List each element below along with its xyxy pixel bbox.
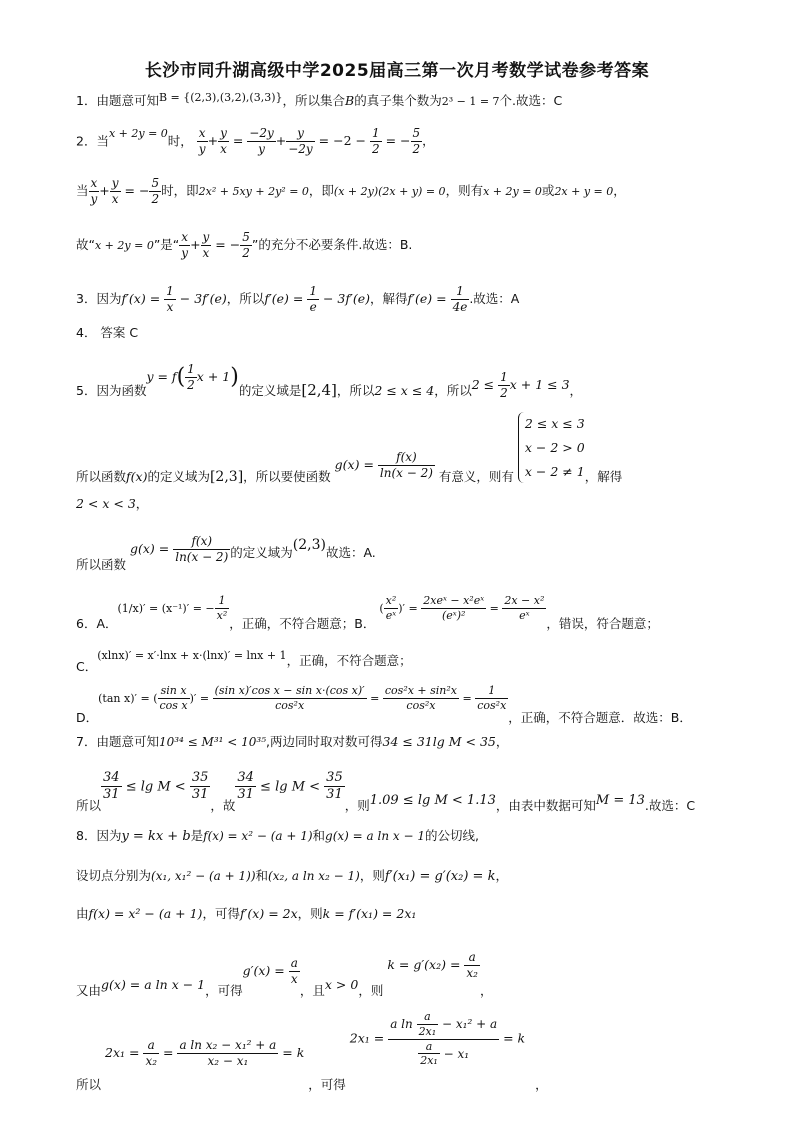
q5-inner-tail: x + 1 — [196, 369, 231, 384]
q5-ineq2-left: 2 ≤ — [471, 377, 499, 392]
q7-l2-table: ，由表中数据可知 — [495, 798, 596, 814]
q6-c-prefix: C． — [76, 659, 98, 674]
q5-domain: [2,4] — [301, 381, 337, 399]
q1-text: ，所以集合 — [282, 93, 345, 108]
page-title: 长沙市同升湖高级中学2025届高三第一次月考数学试卷参考答案 — [144, 61, 650, 81]
q7-l2-ineq: 1.09 ≤ lg M < 1.13 — [369, 793, 496, 809]
answer-8-line-3 — [76, 908, 416, 921]
q8-f: f(x) = x² − (a + 1) — [203, 829, 313, 843]
q2-frac-y-m2y: $\frac{y}{-2y}$ — [288, 126, 313, 156]
q6-c-post: ，正确，不符合题意； — [286, 653, 412, 668]
q6-d-frac-sin-cos: $\frac{\text{sin x}}{\text{cos x}}$ — [159, 684, 188, 712]
q2-prefix: 2．当 — [76, 133, 109, 149]
q2-when: 时， — [167, 133, 193, 149]
q3-answer: .故选：A — [469, 291, 520, 306]
q2-l3-frac-5-2: $\frac{5}{2}$ — [242, 230, 250, 260]
q7-mid: ,两边同时取对数可得 — [266, 734, 383, 749]
q2-l2-or: 或 — [541, 183, 555, 198]
q5-l4-prefix: 所以函数 — [76, 557, 127, 572]
q5-l4-int: (2,3) — [292, 537, 326, 553]
q8-post: 的公切线, — [424, 828, 479, 843]
q7-frac-34-31: $\frac{34}{31}$ — [103, 770, 120, 803]
q8-l4-get: ，可得 — [205, 983, 243, 998]
answer-3 — [76, 284, 519, 315]
q5-g-frac — [378, 450, 435, 481]
answer-8-line-2 — [76, 870, 508, 883]
q8-l4-and: ，且 — [299, 983, 325, 998]
q3-frac-1-e: $\frac{1}{e}$ — [309, 284, 317, 314]
q7-l2-M: M = 13 — [595, 793, 645, 809]
q2-frac-m2y-y: $\frac{-2y}{y}$ — [249, 126, 274, 156]
q5-ineq2-right: x + 1 ≤ 3 — [509, 377, 570, 392]
answer-6-line-1: 6．A．(1/x)′ = (x⁻¹)′ = − $\frac{1}{\text{x²}}$ ，正确，不符合题意；B． ( $\frac{\text{x²}}{\text{eˣ}}$ )′ = $\frac{\text{2xeˣ − x²eˣ}}{\text{(eˣ)²}}$ = $\frac{\text{2x − x²}}{\text{eˣ}}$ ，错误，符合题意； — [76, 594, 659, 631]
q8-l2-prefix: 设切点分别为 — [76, 868, 152, 883]
q2-l3-prefix: 故“ — [76, 237, 95, 252]
q2-l2-eq4: 2x + y = 0 — [554, 185, 614, 198]
q8-l4-end: ， — [479, 983, 493, 998]
q5-func: y = f — [146, 369, 177, 384]
q5-l4-g-left: g(x) = — [130, 541, 174, 556]
q8-l5-frac-slope: $\frac{\text{a ln x₂ − x₁² + a}}{\text{x₂ − x₁}}$ — [179, 1037, 277, 1068]
q8-l5-end: ， — [535, 1076, 548, 1092]
q6-d-frac-result: $\frac{1}{\text{cos²x}}$ — [477, 684, 507, 712]
q2-l2-eq3: x + 2y = 0 — [483, 185, 542, 198]
q8-prefix: 8．因为 — [76, 828, 122, 843]
q8-l3-k: k = f′(x₁) = 2x₁ — [322, 906, 417, 921]
q1-set-name: B — [345, 93, 355, 108]
q7-frac-35-31: $\frac{35}{31}$ — [191, 770, 209, 803]
q2-l2-ji: ，即 — [308, 183, 334, 198]
q8-is: 是 — [190, 828, 204, 843]
q7-ineq2: 34 ≤ 31lg M < 35 — [382, 734, 496, 749]
q7-ineq: 10³⁴ ≤ M³¹ < 10³⁵ — [158, 735, 267, 749]
q5-l4-g-frac — [173, 534, 230, 565]
q2-comma: ， — [422, 133, 435, 148]
answer-4: 4． 答案 C — [76, 325, 139, 340]
q2-l3-frac-y-x: $\frac{y}{x}$ — [202, 230, 210, 260]
q7-l2-mid: ，故 — [210, 798, 236, 814]
q8-l2-and: 和 — [255, 868, 269, 883]
q3-eq1-right: − 3f′(e) — [175, 291, 227, 306]
q8-l3-get: ，可得 — [202, 906, 240, 921]
q2-condition: x + 2y = 0 — [108, 127, 168, 140]
q3-prefix: 3．因为 — [76, 291, 122, 306]
q1-prefix: 1．由题意可知 — [76, 93, 159, 108]
q6-c-expr: (xlnx)′ = x′·lnx + x·(lnx)′ = lnx + 1 — [97, 649, 287, 662]
q6-a-frac: $\frac{1}{\text{x²}}$ — [216, 594, 228, 622]
answer-7-line-2: 所以 $\frac{34}{31}$ ≤ lg M < $\frac{35}{31}$ ，故 $\frac{34}{31}$ ≤ lg M < $\frac{35}{31}$ ，则1.09 ≤ lg M < 1.13，由表中数据可知M = 13.故选：C — [76, 770, 696, 814]
q8-l2-eq: f′(x₁) = g′(x₂) = k — [384, 869, 496, 884]
q7-frac-35-31-b: $\frac{35}{31}$ — [326, 770, 343, 803]
q5-l2-solve: ，解得 — [584, 469, 623, 485]
q3-so: ，所以 — [226, 291, 265, 306]
q2-frac-1-2: $\frac{1}{2}$ — [371, 126, 380, 156]
q8-l5-frac-a-x2: $\frac{a}{\text{x₂}}$ — [145, 1037, 158, 1068]
q7-comma: ， — [495, 734, 509, 749]
q8-g: g(x) = a ln x − 1 — [325, 829, 425, 843]
q6-b-frac-result: $\frac{\text{2x − x²}}{\text{eˣ}}$ — [504, 594, 545, 622]
q2-l2-when: 时，即 — [161, 183, 199, 198]
q5-so: ，所以 — [336, 383, 375, 398]
answer-2-line-2: 当 $\frac{x}{y}$ + $\frac{y}{x}$ = − $\frac{5}{2}$ 时，即2x² + 5xy + 2y² = 0，即(x + 2y)(2x + y) = 0，则有x + 2y = 0或2x + y = 0， — [76, 176, 626, 206]
q8-l2-then: ，则 — [359, 868, 385, 883]
q7-frac-34-31-b: $\frac{34}{31}$ — [237, 770, 254, 803]
q3-eq2-right: − 3f′(e) — [319, 291, 370, 306]
q5-g-den: ln(x − 2) — [379, 466, 433, 481]
q5-l2-int: [2,3] — [209, 469, 244, 486]
q5-domain-text: 的定义域是 — [238, 383, 302, 398]
q2-l2-prefix: 当 — [76, 183, 89, 198]
q2-l3-answer: ”的充分不必要条件.故选：B. — [251, 237, 413, 252]
q5-l3-comma: ， — [135, 496, 149, 511]
q1-text2: 的真子集个数为 — [354, 93, 442, 108]
q5-sys-row: x − 2 ≠ 1 — [524, 463, 585, 479]
q2-l2-eq2: (x + 2y)(2x + y) = 0 — [333, 185, 446, 198]
q7-l2-answer: .故选：C — [644, 798, 696, 814]
answer-5-line-3 — [76, 498, 148, 511]
q1-set: B = {(2,3),(3,2),(3,3)} — [158, 91, 283, 104]
q8-l4-g: g(x) = a ln x − 1 — [101, 977, 206, 992]
q5-l3-range: 2 < x < 3 — [76, 496, 136, 511]
q5-l2-mean: 有意义，则有 — [438, 469, 514, 485]
q8-l3-fp: f′(x) = 2x — [239, 906, 298, 921]
q5-frac-1-2: $\frac{1}{2}$ — [187, 362, 195, 392]
q8-point-1: (x₁, x₁² − (a + 1)) — [151, 869, 256, 883]
q6-d-frac-sum: $\frac{\text{cos²x + sin²x}}{\text{cos²x}}$ — [384, 684, 458, 712]
q5-l2-dom: 的定义域为 — [147, 469, 210, 485]
answer-8-line-5: 所以 2x₁ = $\frac{a}{\text{x₂}}$ = $\frac{\text{a ln x₂ − x₁² + a}}{\text{x₂ − x₁}}$ = k ，可得 2x₁ = a ln $\frac{a}{\text{2x₁}}$ − x₁² + a $\frac{a}{\text{2x₁}}$ − x₁ = k ， — [76, 1010, 548, 1092]
q8-l4-prefix: 又由 — [76, 983, 102, 998]
q5-prefix: 5．因为函数 — [76, 383, 147, 398]
answer-2-line-1: 2．当x + 2y = 0时， $\frac{x}{y}$ + $\frac{y}{x}$ = $\frac{-2y}{y}$ + $\frac{y}{-2y}$ = −2 − $\frac{1}{2}$ = − $\frac{5}{2}$ ， — [76, 126, 435, 156]
answer-6-line-3: D．(tan x)′ = ( $\frac{\text{sin x}}{\text{cos x}}$ )′ = $\frac{\text{(sin x)′cos x − sin x·(cos x)′}}{\text{cos²x}}$ = $\frac{\text{cos²x + sin²x}}{\text{cos²x}}$ = $\frac{1}{\text{cos²x}}$ ，正确，不符合题意．故选：B． — [76, 684, 692, 725]
answer-1 — [76, 92, 562, 108]
q5-l2-fx: f(x) — [126, 469, 148, 485]
q6-d-frac-main: $\frac{\text{(sin x)′cos x − sin x·(cos x)′}}{\text{cos²x}}$ — [214, 684, 365, 712]
q6-d-prefix: D． — [76, 709, 99, 725]
q8-line: y = kx + b — [121, 829, 191, 844]
q8-l3-f: f(x) = x² − (a + 1) — [88, 906, 203, 921]
answer-8-line-1 — [76, 830, 479, 843]
q2-l3-shi: ”是“ — [153, 237, 180, 252]
q2-l2-end: ， — [613, 183, 626, 198]
answer-5-line-2 — [76, 412, 622, 484]
q5-g-left: g(x) = — [334, 457, 378, 473]
q2-frac-x-y: $\frac{x}{y}$ — [198, 126, 206, 156]
q8-l5-prefix: 所以 — [76, 1076, 102, 1092]
q8-l4-frac-a-x: $\frac{a}{x}$ — [290, 956, 298, 986]
answer-7-line-1 — [76, 736, 508, 749]
q6-a-prefix: 6．A． — [76, 615, 118, 631]
answer-8-line-4 — [76, 950, 493, 998]
q2-l2-frac-y-x: $\frac{y}{x}$ — [111, 176, 119, 206]
q6-b-frac-main: $\frac{\text{2xeˣ − x²eˣ}}{\text{(eˣ)²}}$ — [423, 594, 485, 622]
q5-ineq: 2 ≤ x ≤ 4 — [374, 383, 435, 398]
q5-comma: ， — [569, 383, 583, 398]
q2-frac-5-2: $\frac{5}{2}$ — [412, 126, 421, 156]
q3-eq1-left: f′(x) = — [121, 291, 165, 306]
q8-and: 和 — [312, 828, 326, 843]
q3-eq2-left: f′(e) = — [264, 291, 308, 306]
answer-6-line-2 — [76, 650, 412, 674]
q8-l4-frac-a-x2: $\frac{a}{\text{x₂}}$ — [466, 950, 478, 980]
q7-prefix: 7．由题意可知 — [76, 734, 159, 749]
q8-l5-complex-frac: a ln $\frac{a}{\text{2x₁}}$ − x₁² + a $\frac{a}{\text{2x₁}}$ − x₁ — [390, 1010, 498, 1068]
answer-5-line-1: 5．因为函数y = f( $\frac{1}{2}$ x + 1)的定义域是[2,4]，所以2 ≤ x ≤ 4，所以2 ≤ $\frac{1}{2}$ x + 1 ≤ 3， — [76, 362, 583, 400]
q5-ineq2-frac: $\frac{1}{2}$ — [500, 370, 508, 400]
q2-l3-frac-x-y: $\frac{x}{y}$ — [181, 230, 189, 260]
answer-5-line-4 — [76, 534, 376, 572]
q5-so2: ，所以 — [434, 383, 472, 398]
q5-l4-g-den: ln(x − 2) — [175, 550, 229, 564]
q8-l3-then: ，则 — [297, 906, 323, 921]
q5-l2-make: ，所以要使函数 — [243, 469, 331, 485]
q5-l4-g-num: f(x) — [173, 534, 230, 550]
q1-answer: 个.故选：C — [499, 93, 563, 108]
q2-l2-then: ，则有 — [445, 183, 484, 198]
q8-l4-gp: g′(x) = — [242, 963, 289, 978]
q2-l2-frac-5-2: $\frac{5}{2}$ — [151, 176, 160, 206]
q8-l4-k: k = g′(x₂) = — [387, 957, 465, 972]
q8-l4-cond: x > 0 — [324, 977, 359, 992]
q5-l2-prefix: 所以函数 — [76, 469, 127, 485]
q2-frac-y-x: $\frac{y}{x}$ — [220, 126, 227, 156]
q6-a-post: ，正确，不符合题意；B． — [229, 615, 376, 631]
q8-l3-prefix: 由 — [76, 906, 89, 921]
q5-l4-answer: 故选：A. — [325, 545, 376, 560]
q2-l2-eq1: 2x² + 5xy + 2y² = 0 — [198, 185, 309, 198]
q2-l3-cond: x + 2y = 0 — [94, 239, 154, 252]
answer-2-line-3: 故“x + 2y = 0”是“ $\frac{x}{y}$ + $\frac{y}{x}$ = − $\frac{5}{2}$ ”的充分不必要条件.故选：B. — [76, 230, 413, 260]
q1-calc: 2³ − 1 = 7 — [441, 95, 500, 108]
q5-system — [518, 412, 585, 483]
q6-a-expr: (1/x)′ = (x⁻¹)′ = − — [117, 601, 215, 615]
q2-l2-frac-x-y: $\frac{x}{y}$ — [90, 176, 98, 206]
q3-frac-1-x: $\frac{1}{x}$ — [166, 284, 174, 314]
q8-l5-get: ，可得 — [308, 1076, 346, 1092]
q5-sys-row: 2 ≤ x ≤ 3 — [524, 416, 585, 431]
q8-l2-end: ， — [495, 868, 508, 883]
q5-sys-row: x − 2 > 0 — [524, 439, 585, 455]
q6-b-post: ，错误，符合题意； — [546, 615, 659, 631]
q8-point-2: (x₂, a ln x₂ − 1) — [268, 869, 360, 883]
q3-solve: ，解得 — [370, 291, 408, 306]
q3-eq3-left: f′(e) = — [407, 291, 451, 306]
q7-l2-prefix: 所以 — [76, 798, 102, 814]
q7-l2-then: ，则 — [344, 798, 370, 814]
q5-l4-dom: 的定义域为 — [230, 545, 293, 560]
q3-frac-1-4e: $\frac{1}{4e}$ — [452, 284, 468, 314]
q8-l4-then: ，则 — [358, 983, 384, 998]
q6-b-frac-x2-ex: $\frac{\text{x²}}{\text{eˣ}}$ — [385, 594, 397, 622]
q5-g-num: f(x) — [378, 450, 435, 466]
q6-d-post: ，正确，不符合题意．故选：B． — [508, 709, 692, 725]
